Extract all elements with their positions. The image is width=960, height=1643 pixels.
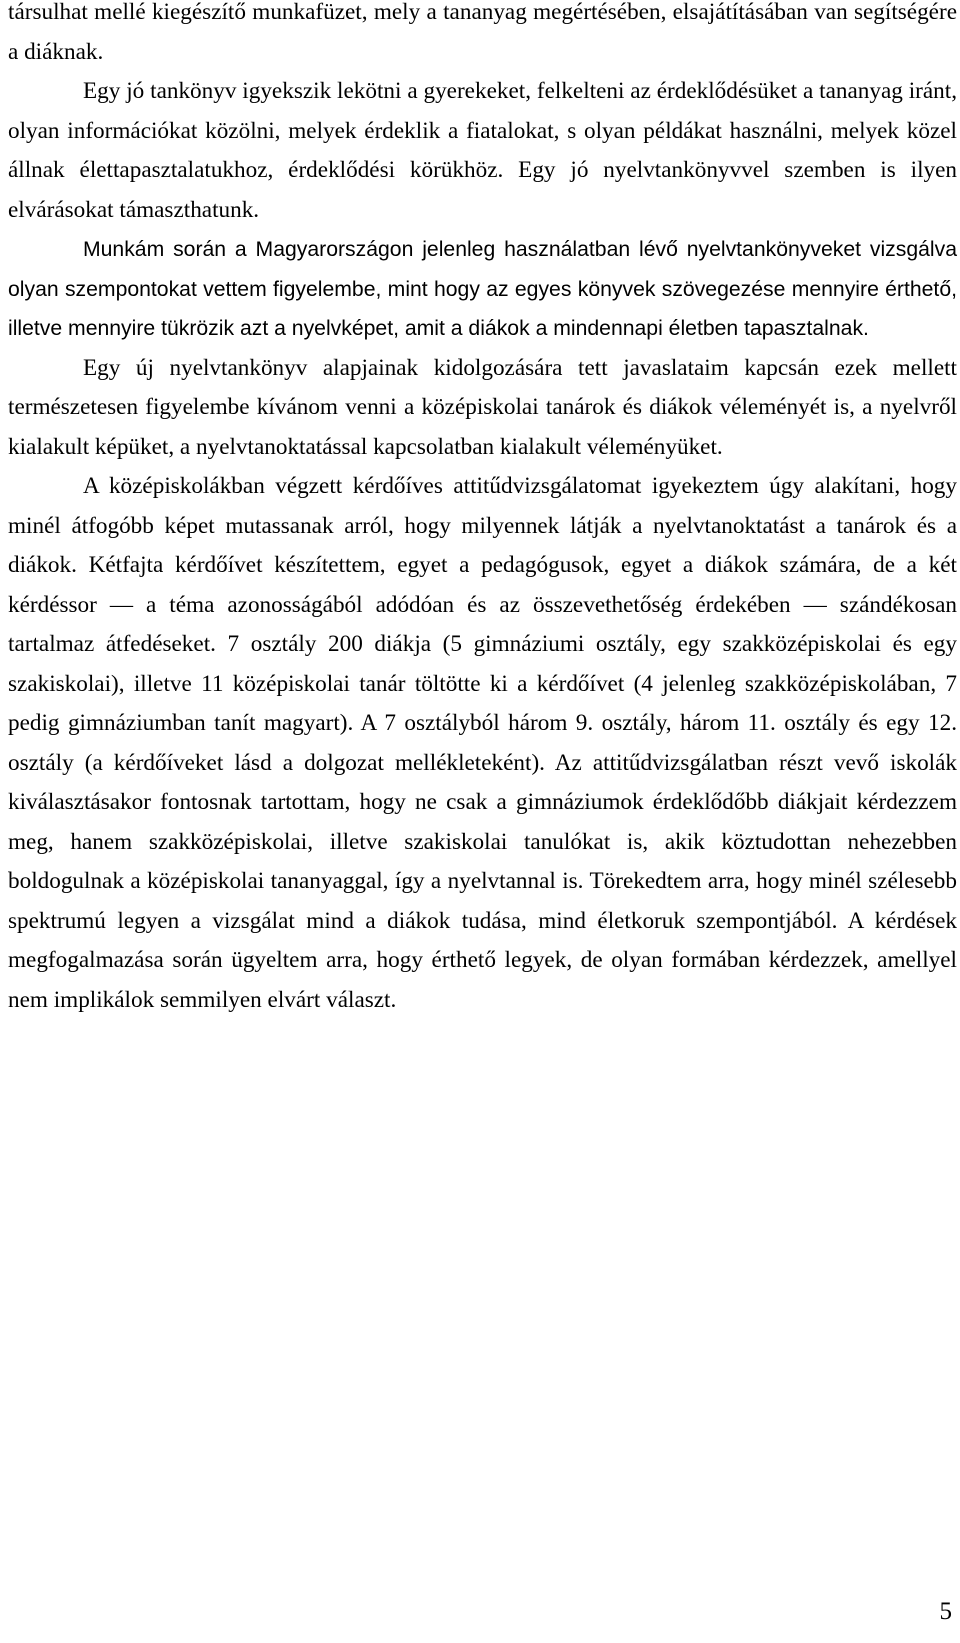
paragraph-new-textbook: Egy új nyelvtankönyv alapjainak kidolgozására tett javaslataim kapcsán ezek mellett természetesen figyelembe kívánom venni a középiskolai tanárok és diákok véleményét is, a nyelvről kialakult képüket, a nyelvtanoktatással kapcsolatban kialakult véleményüket. bbox=[8, 354, 957, 460]
paragraph-good-textbook: Egy jó tankönyv igyekszik lekötni a gyerekeket, felkelteni az érdeklődésüket a tananyag iránt, olyan információkat közölni, melyek érdeklik a fiatalokat, s olyan példákat használni, melyek közel állnak élettapasztalatukhoz, érdeklődési körükhöz. Egy jó nyelvtankönyvvel szemben is ilyen elvárásokat támaszthatunk. bbox=[8, 78, 957, 223]
paragraph-survey: A középiskolákban végzett kérdőíves attitűdvizsgálatomat igyekeztem úgy alakítani, hogy minél átfogóbb képet mutassanak arról, hogy milyennek látják a nyelvtanoktatást a tanárok és a diákok. Kétfajta kérdőívet készítettem, egyet a pedagógusok, egyet a diákok számára, de a két kérdéssor — a téma azonosságából adódóan és az összevethetőség érdekében — szándékosan tartalmaz átfedéseket. 7 osztály 200 diákja (5 gimnáziumi osztály, egy szakközépiskolai és egy szakiskolai), illetve 11 középiskolai tanár töltötte ki a kérdőívet (4 jelenleg szakközépiskolában, 7 pedig gimnáziumban tanít magyart). A 7 osztályból három 9. osztály, három 11. osztály és egy 12. osztály (a kérdőíveket lásd a dolgozat mellékleteként). Az attitűdvizsgálatban részt vevő iskolák kiválasztásakor fontosnak tartottam, hogy ne csak a gimnáziumok érdeklődőbb diákjait kérdezzem meg, hanem szakközépiskolai, illetve szakiskolai tanulókat is, akik köztudottan nehezebben boldogulnak a középiskolai tananyaggal, így a nyelvtannal is. Törekedtem arra, hogy minél szélesebb spektrumú legyen a vizsgálat mind a diákok tudása, mind életkoruk szempontjából. A kérdések megfogalmazása során ügyeltem arra, hogy érthető legyek, de olyan formában kérdezzek, amellyel nem implikálok semmilyen elvárt választ. bbox=[8, 473, 957, 1013]
body-text bbox=[8, 0, 957, 1020]
paragraph-continuation: társulhat mellé kiegészítő munkafüzet, mely a tananyag megértésében, elsajátításában van segítségére a diáknak. bbox=[8, 0, 957, 65]
page-number: 5 bbox=[939, 1598, 952, 1625]
paragraph-my-work: Munkám során a Magyarországon jelenleg használatban lévő nyelvtankönyveket vizsgálva olyan szempontokat vettem figyelembe, mint hogy az egyes könyvek szövegezése mennyire érthető, illetve mennyire tükrözik azt a nyelvképet, amit a diákok a mindennapi életben tapasztalnak. bbox=[8, 238, 957, 340]
